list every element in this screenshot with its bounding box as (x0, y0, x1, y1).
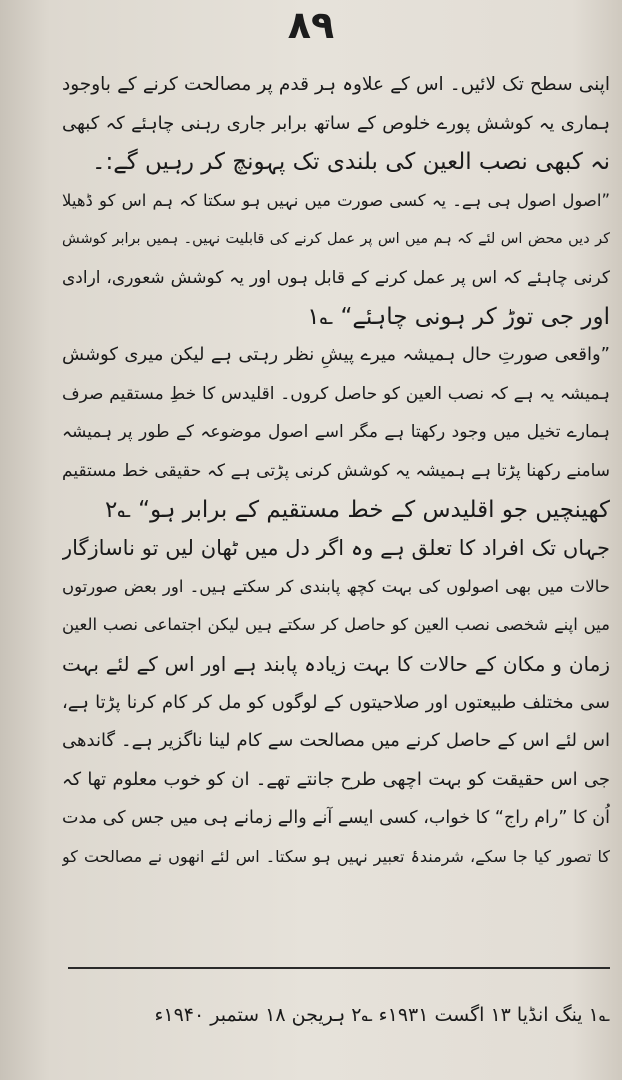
text-line: اُن کا ”رام راج“ کا خواب، کسی ایسے آنے والے زمانے ہی میں جس کی مدت (62, 808, 610, 829)
text-line: میں اپنے شخصی نصب العین کو حاصل کر سکتے ہیں لیکن اجتماعی نصب العین (62, 615, 610, 635)
text-line: نہ کبھی نصب العین کی بلندی تک پہونچ کر رہیں گے:۔ (92, 149, 610, 176)
text-line: ہمارے تخیل میں وجود رکھتا ہے مگر اسے اصول موضوعہ کے طور پر ہمیشہ (62, 422, 610, 443)
text-line: کر دیں محض اس لئے کہ ہم میں اس پر عمل کرنے کی قابلیت نہیں۔ ہمیں برابر کوشش (62, 231, 610, 248)
text-line: جہاں تک افراد کا تعلق ہے وہ اگر دل میں ٹھان لیں تو ناسازگار (62, 536, 610, 561)
text-line: کرنی چاہئے کہ اس پر عمل کرنے کے قابل ہوں اور یہ کوشش شعوری، ارادی (62, 267, 610, 288)
text-line: سی مختلف طبیعتوں اور صلاحیتوں کے لوگوں کو مل کر کام کرنا پڑتا ہے، (62, 691, 610, 713)
text-line: اس لئے اس کے حاصل کرنے میں مصالحت سے کام لینا ناگزیر ہے۔ گاندھی (62, 730, 610, 752)
body-text (62, 66, 610, 876)
text-line: ہمیشہ یہ ہے کہ نصب العین کو حاصل کروں۔ اقلیدس کا خطِ مستقیم صرف (62, 383, 610, 404)
text-line: سامنے رکھنا پڑتا ہے ہمیشہ یہ کوشش کرنی پڑتی ہے کہ حقیقی خط مستقیم (62, 460, 610, 481)
text-line: زمان و مکان کے حالات کا بہت زیادہ پابند ہے اور اس کے لئے بہت (62, 651, 610, 676)
text-line: کھینچیں جو اقلیدس کے خط مستقیم کے برابر ہو“ ؎۲ (105, 496, 610, 523)
text-line: حالات میں بھی اصولوں کی بہت کچھ پابندی کر سکتے ہیں۔ اور بعض صورتوں (62, 576, 610, 596)
paragraph-main (62, 529, 610, 876)
paragraph-intro (62, 66, 610, 182)
text-line: ”اصول اصول ہی ہے۔ یہ کسی صورت میں نہیں ہو سکتا کہ ہم اس کو ڈھیلا (62, 190, 610, 210)
text-line: جی اس حقیقت کو بہت اچھی طرح جانتے تھے۔ ان کو خوب معلوم تھا کہ (62, 768, 610, 790)
paragraph-quote-1 (62, 182, 610, 336)
text-line: ہماری یہ کوشش پورے خلوص کے ساتھ برابر جاری رہنی چاہئے کہ کبھی (62, 112, 610, 134)
paragraph-quote-2 (62, 336, 610, 529)
text-line: اپنی سطح تک لائیں۔ اس کے علاوہ ہر قدم پر مصالحت کرنے کے باوجود (62, 74, 610, 95)
footnote-separator (68, 967, 610, 969)
text-line: اور جی توڑ کر ہونی چاہئے“ ؎۱ (307, 303, 610, 330)
text-line: کا تصور کیا جا سکے، شرمندۂ تعبیر نہیں ہو سکتا۔ اس لئے انھوں نے مصالحت کو (62, 846, 610, 866)
footnote: ؎۱ ینگ انڈیا ۱۳ اگست ۱۹۳۱ء ؎۲ ہریجن ۱۸ ستمبر ۱۹۴۰ء (154, 1004, 610, 1026)
page-number: ۸۹ (287, 3, 335, 47)
text-line: ”واقعی صورتِ حال ہمیشہ میرے پیشِ نظر رہتی ہے لیکن میری کوشش (62, 344, 610, 366)
